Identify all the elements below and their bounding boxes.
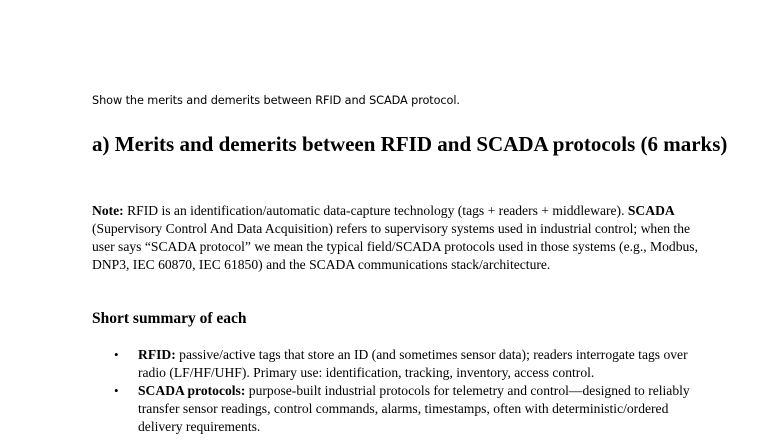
note-scada-label: SCADA xyxy=(627,203,675,218)
list-item xyxy=(112,382,702,436)
note-paragraph xyxy=(92,202,712,274)
bullet-icon: • xyxy=(114,347,119,362)
list-item-text: passive/active tags that store an ID (and sometimes sensor data); readers interrogate tags over radio (LF/HF/UHF). Primary use: identification, tracking, inventory, access control. xyxy=(138,347,688,380)
list-item-label: SCADA protocols: xyxy=(138,382,246,398)
summary-list xyxy=(112,346,702,436)
list-item-text: purpose-built industrial protocols for telemetry and control—designed to reliably transfer sensor readings, control commands, alarms, timestamps, often with deterministic/ordered delivery requirements. xyxy=(138,382,690,434)
summary-heading: Short summary of each xyxy=(92,310,247,327)
bullet-icon: • xyxy=(114,382,119,398)
answer-heading: a) Merits and demerits between RFID and SCADA protocols (6 marks) xyxy=(92,132,728,156)
list-item-label: RFID: xyxy=(138,347,176,362)
question-instruction: Show the merits and demerits between RFID and SCADA protocol. xyxy=(92,94,460,107)
note-text-scada: (Supervisory Control And Data Acquisition) refers to supervisory systems used in industrial control; when the user says “SCADA protocol” we mean the typical field/SCADA protocols used in those systems (e.g., Modbus, DNP3, IEC 60870, IEC 61850) and the SCADA communications stack/architecture. xyxy=(92,220,698,272)
list-item xyxy=(112,346,702,382)
note-label: Note: xyxy=(92,203,124,218)
note-text-rfid: RFID is an identification/automatic data-capture technology (tags + readers + middleware). xyxy=(123,203,628,218)
